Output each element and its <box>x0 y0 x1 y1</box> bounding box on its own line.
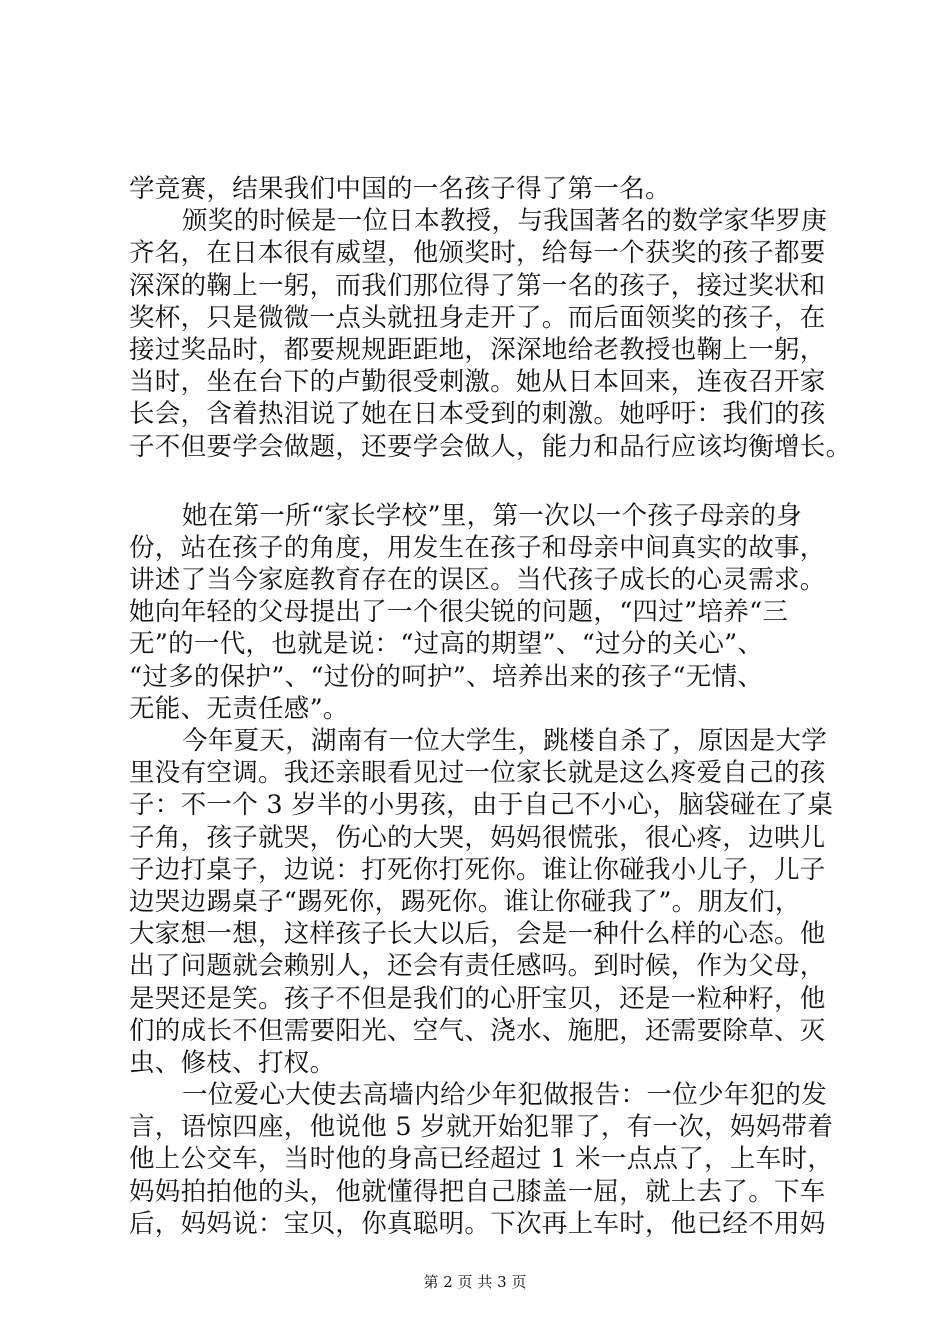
text-line: 当时，坐在台下的卢勤很受刺激。她从日本回来，连夜召开家 <box>129 367 826 398</box>
text-line: 学竞赛，结果我们中国的一名孩子得了第一名。 <box>129 174 671 204</box>
text-line: 他上公交车，当时他的身高已经超过 1 米一点点了，上车时， <box>129 1144 834 1175</box>
text-line: 是哭还是笑。孩子不但是我们的心肝宝贝，还是一粒种籽，他 <box>129 983 826 1014</box>
text-line: 齐名，在日本很有威望，他颁奖时，给每一个获奖的孩子都要 <box>129 238 826 269</box>
body-text <box>129 173 852 1240</box>
text-line: 长会，含着热泪说了她在日本受到的刺激。她呼吁：我们的孩 <box>129 399 826 430</box>
text-line: 无能、无责任感”。 <box>129 693 349 724</box>
text-line: 们的成长不但需要阳光、空气、浇水、施肥，还需要除草、灭 <box>129 1015 826 1046</box>
text-line: 子边打桌子，边说：打死你打死你。谁让你碰我小儿子，儿子 <box>129 854 826 885</box>
text-line: 言，语惊四座，他说他 5 岁就开始犯罪了，有一次，妈妈带着 <box>129 1112 834 1143</box>
text-line: 大家想一想，这样孩子长大以后，会是一种什么样的心态。他 <box>129 919 826 950</box>
text-line: 她向年轻的父母提出了一个很尖锐的问题，“四过”培养“三 <box>129 597 789 628</box>
text-line: 后，妈妈说：宝贝，你真聪明。下次再上车时，他已经不用妈 <box>129 1208 826 1239</box>
text-line: 无”的一代，也就是说：“过高的期望”、“过分的关心”、 <box>129 629 764 660</box>
text-line: 子不但要学会做题，还要学会做人，能力和品行应该均衡增长。 <box>129 431 852 462</box>
text-line: 子角，孩子就哭，伤心的大哭，妈妈很慌张，很心疼，边哄儿 <box>129 822 826 853</box>
text-line: 接过奖品时，都要规规距距地，深深地给老教授也鞠上一躬， <box>129 334 826 365</box>
text-line: 虫、修枝、打杈。 <box>129 1047 336 1078</box>
paragraph-gap <box>129 463 829 500</box>
text-line: 深深的鞠上一躬，而我们那位得了第一名的孩子，接过奖状和 <box>129 270 826 301</box>
text-line: 颁奖的时候是一位日本教授，与我国著名的数学家华罗庚 <box>182 206 828 237</box>
text-line: 里没有空调。我还亲眼看见过一位家长就是这么疼爱自己的孩 <box>129 758 826 789</box>
page-footer: 第 2 页 共 3 页 <box>423 1273 527 1291</box>
text-line: 份，站在孩子的角度，用发生在孩子和母亲中间真实的故事， <box>129 532 826 563</box>
text-line: 讲述了当今家庭教育存在的误区。当代孩子成长的心灵需求。 <box>129 565 826 596</box>
text-line: 出了问题就会赖别人，还会有责任感吗。到时候，作为父母， <box>129 951 826 982</box>
text-line: 一位爱心大使去高墙内给少年犯做报告：一位少年犯的发 <box>182 1080 828 1111</box>
text-line: 今年夏天，湖南有一位大学生，跳楼自杀了，原因是大学 <box>182 726 828 756</box>
text-line: 妈妈拍拍他的头，他就懂得把自己膝盖一屈，就上去了。下车 <box>129 1176 826 1207</box>
text-line: 边哭边踢桌子“踢死你，踢死你。谁让你碰我了”。朋友们， <box>129 886 801 917</box>
text-line: “过多的保护”、“过份的呵护”、培养出来的孩子“无情、 <box>129 661 764 692</box>
text-line: 子：不一个 3 岁半的小男孩，由于自己不小心，脑袋碰在了桌 <box>129 790 834 821</box>
text-line: 奖杯，只是微微一点头就扭身走开了。而后面领奖的孩子，在 <box>129 302 826 333</box>
text-line: 她在第一所“家长学校”里，第一次以一个孩子母亲的身 <box>182 500 803 531</box>
